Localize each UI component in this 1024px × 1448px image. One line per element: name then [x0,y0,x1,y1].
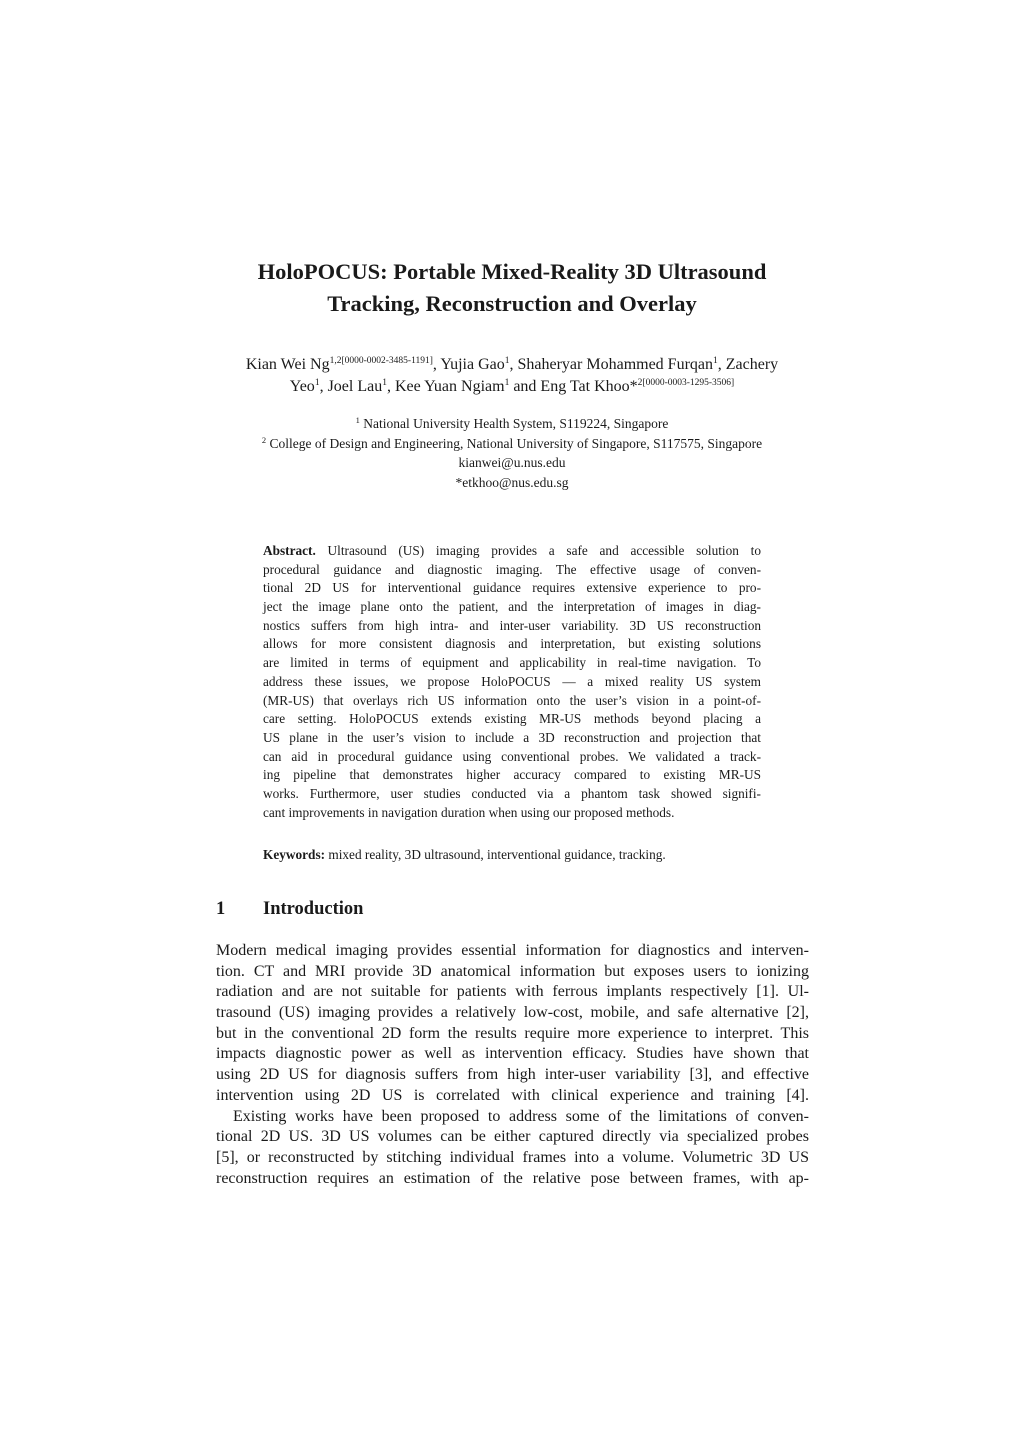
abstract-line: allows for more consistent diagnosis and interpretation, but existing solutions [263,636,761,652]
abstract-line: tional 2D US for interventional guidance requires extensive experience to pro- [263,580,761,596]
abstract-line: are limited in terms of equipment and applicability in real-time navigation. To [263,655,761,671]
paragraph-line: tion. CT and MRI provide 3D anatomical information but exposes users to ionizing [216,962,809,980]
abstract-line: nostics suffers from high intra- and inter-user variability. 3D US reconstruction [263,617,761,633]
section-number: 1 [216,899,226,919]
author-name: Kian Wei Ng [245,356,330,373]
author-affiliation-mark: 2[0000-0003-1295-3506] [637,378,735,388]
author-affiliation-mark: 1 [314,378,320,388]
author-name: , Kee Yuan Ngiam [386,378,505,395]
abstract-line: can aid in procedural guidance using conventional probes. We validated a track- [263,748,761,764]
section-title: Introduction [263,899,364,919]
abstract-line [263,542,761,561]
title-line: Tracking, Reconstruction and Overlay [327,291,697,316]
affiliation-1 [0,414,1024,434]
abstract-line: address these issues, we propose HoloPOCUS — a mixed reality US system [263,673,761,689]
paragraph-line: reconstruction requires an estimation of the relative pose between frames, with ap- [216,1169,809,1187]
paragraph-line: tional 2D US. 3D US volumes can be either captured directly via specialized probes [216,1128,809,1146]
email-corresponding: *etkhoo@nus.edu.sg [455,474,569,490]
title-line: HoloPOCUS: Portable Mixed-Reality 3D Ultrasound [257,259,767,284]
abstract-line: ject the image plane onto the patient, and the interpretation of images in diag- [263,599,761,615]
author-name: and Eng Tat Khoo* [509,378,638,395]
keywords [263,845,761,864]
paragraph-line: trasound (US) imaging provides a relatively low-cost, mobile, and safe alternative [2], [216,1004,809,1022]
affiliation-2 [0,434,1024,454]
section-heading [216,896,363,922]
abstract-line: works. Furthermore, user studies conducted via a phantom task showed signifi- [263,785,761,801]
paragraph-line: intervention using 2D US is correlated with clinical experience and training [4]. [216,1086,809,1104]
paper-title [0,256,1024,320]
author-name: , Shaheryar Mohammed Furqan [509,356,714,373]
abstract-line: care setting. HoloPOCUS extends existing MR-US methods beyond placing a [263,711,761,727]
affiliation-mark: 1 [355,415,360,425]
abstract-line: cant improvements in navigation duration when using our proposed methods. [263,804,675,820]
author-name: , Joel Lau [319,378,383,395]
paragraph-line: [5], or reconstructed by stitching individual frames into a volume. Volumetric 3D US [216,1148,809,1166]
author-affiliation-mark: 1,2[0000-0002-3485-1191] [329,356,433,366]
abstract-label: Abstract. [263,543,316,558]
abstract-line: US plane in the user’s vision to include a 3D reconstruction and projection that [263,729,761,745]
keywords-label: Keywords: [263,847,326,862]
paragraph-line: impacts diagnostic power as well as intervention efficacy. Studies have shown that [216,1045,809,1063]
author-line [0,376,1024,398]
keywords-text: mixed reality, 3D ultrasound, interventional guidance, tracking. [325,847,666,862]
author-name: , Yujia Gao [432,356,505,373]
paragraph-line: Existing works have been proposed to address some of the limitations of conven- [233,1107,809,1125]
abstract-line: (MR-US) that overlays rich US information onto the user’s vision in a point-of- [263,692,761,708]
author-affiliation-mark: 1 [504,378,510,388]
paragraph-line: Modern medical imaging provides essential information for diagnostics and interven- [216,942,809,959]
author-affiliation-mark: 1 [382,378,387,388]
author-line [0,354,1024,376]
email-primary: kianwei@u.nus.edu [458,455,566,470]
author-affiliation-mark: 1 [713,356,718,366]
author-list [0,354,1024,398]
affiliations [0,414,1024,492]
affiliation-mark: 2 [261,434,267,445]
abstract-line: procedural guidance and diagnostic imaging. The effective usage of conven- [263,561,761,577]
abstract-text: Ultrasound (US) imaging provides a safe and accessible solution to [315,543,761,558]
affiliation-text: National University Health System, S119224, Singapore [359,416,669,431]
paragraph-line: using 2D US for diagnosis suffers from high inter-user variability [3], and effective [216,1066,809,1084]
affiliation-text: College of Design and Engineering, National University of Singapore, S117575, Singapore [266,435,763,451]
paragraph-line: but in the conventional 2D form the results require more experience to interpret. This [216,1024,809,1042]
introduction-body [216,941,809,1189]
paragraph-line: radiation and are not suitable for patients with ferrous implants respectively [1]. Ul- [216,983,809,1001]
author-affiliation-mark: 1 [504,356,510,366]
author-name: Yeo [289,378,315,395]
abstract [263,542,761,822]
abstract-line: ing pipeline that demonstrates higher accuracy compared to existing MR-US [263,767,761,783]
author-name: , Zachery [717,356,779,373]
